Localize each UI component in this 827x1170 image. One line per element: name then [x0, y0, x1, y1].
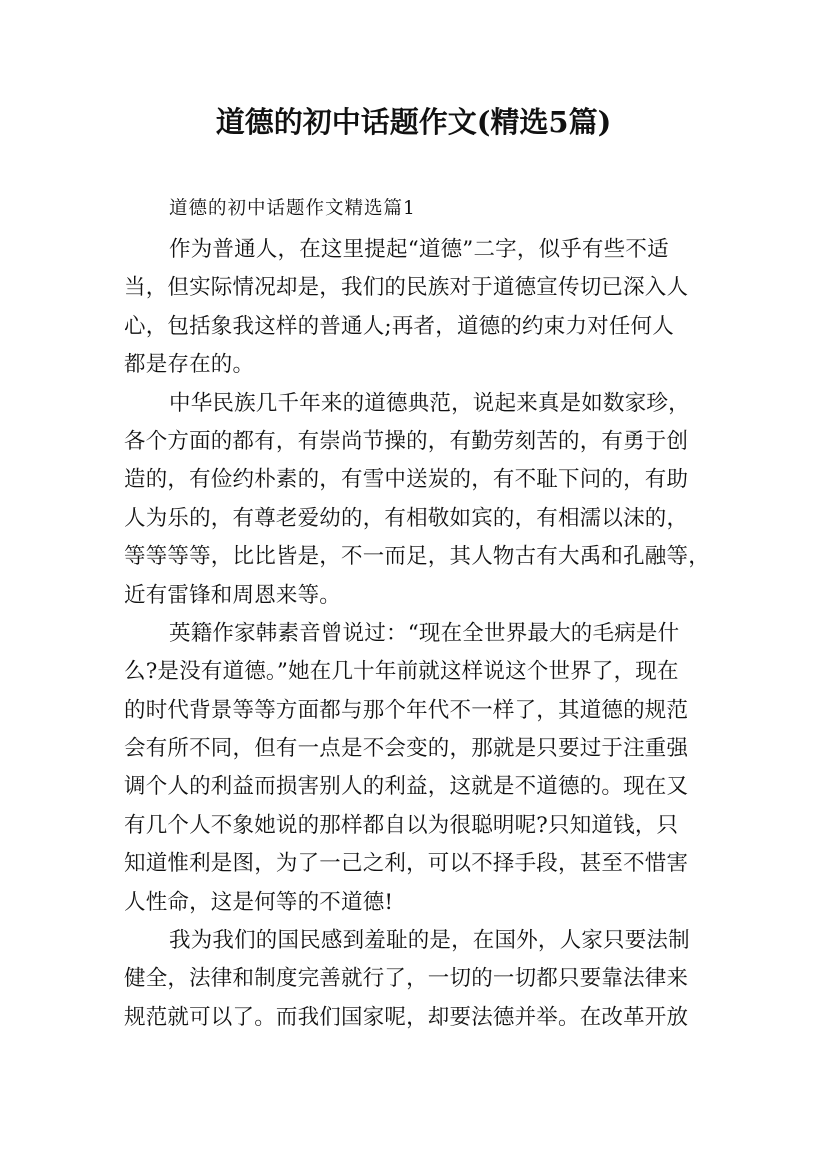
- document-title: 道德的初中话题作文(精选5篇): [215, 105, 612, 139]
- text-line: 知道惟利是图，为了一己之利，可以不择手段，甚至不惜害: [124, 851, 689, 877]
- section-heading: 道德的初中话题作文精选篇1: [169, 198, 416, 219]
- text-line: 人为乐的，有尊老爱幼的，有相敬如宾的，有相濡以沫的，: [124, 505, 689, 531]
- text-line: 规范就可以了。而我们国家呢，却要法德并举。在改革开放: [124, 1004, 689, 1030]
- text-line: 有几个人不象她说的那样都自以为很聪明呢?只知道钱，只: [124, 812, 679, 838]
- text-line: 人性命，这是何等的不道德!: [124, 889, 394, 915]
- text-line: 中华民族几千年来的道德典范，说起来真是如数家珍，: [169, 390, 690, 416]
- text-line: 英籍作家韩素音曾说过：“现在全世界最大的毛病是什: [169, 620, 680, 646]
- text-line: 会有所不同，但有一点是不会变的，那就是只要过于注重强: [124, 736, 689, 762]
- body-text: [124, 231, 716, 1037]
- text-line: 等等等等，比比皆是，不一而足，其人物古有大禹和孔融等，: [124, 544, 710, 570]
- text-line: 当，但实际情况却是，我们的民族对于道德宣传切已深入人: [124, 275, 689, 301]
- text-line: 我为我们的国民感到羞耻的是，在国外，人家只要法制: [169, 928, 690, 954]
- text-line: 各个方面的都有，有崇尚节操的，有勤劳刻苦的，有勇于创: [124, 428, 689, 454]
- text-line: 近有雷锋和周恩来等。: [124, 582, 342, 608]
- text-line: 都是存在的。: [124, 352, 255, 378]
- text-line: 调个人的利益而损害别人的利益，这就是不道德的。现在又: [124, 774, 689, 800]
- text-line: 健全，法律和制度完善就行了，一切的一切都只要靠法律来: [124, 966, 689, 992]
- text-line: 作为普通人，在这里提起“道德”二字，似乎有些不适: [169, 237, 669, 262]
- text-line: 的时代背景等等方面都与那个年代不一样了，其道德的规范: [124, 697, 689, 723]
- text-line: 么?是没有道德。”她在几十年前就这样说这个世界了，现在: [124, 659, 679, 685]
- text-line: 造的，有俭约朴素的，有雪中送炭的，有不耻下问的，有助: [124, 467, 689, 493]
- text-line: 心，包括象我这样的普通人;再者，道德的约束力对任何人: [124, 313, 674, 339]
